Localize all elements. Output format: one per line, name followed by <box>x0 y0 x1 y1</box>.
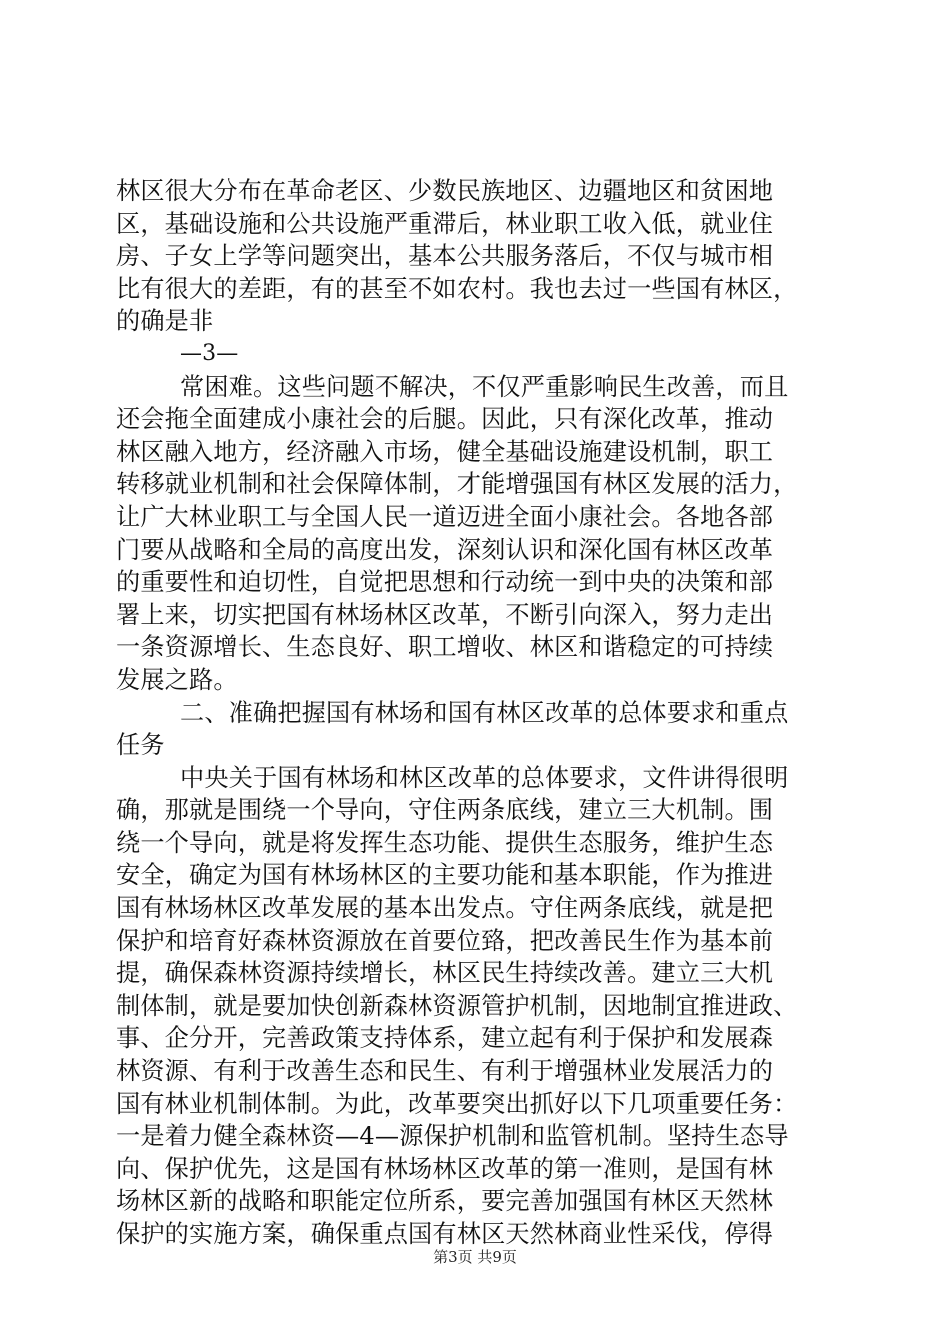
text-line: 房、子女上学等问题突出，基本公共服务落后，不仅与城市相 <box>116 242 774 271</box>
text-line: 署上来，切实把国有林场林区改革，不断引向深入，努力走出 <box>116 600 774 629</box>
text-line: 常困难。这些问题不解决，不仅严重影响民生改善，而且 <box>180 372 789 401</box>
inline-page-number: —3— <box>180 340 239 366</box>
text-line: 一是着力健全森林资—4—源保护机制和监管机制。坚持生态导 <box>116 1122 789 1151</box>
section-heading: 二、准确把握国有林场和国有林区改革的总体要求和重点 <box>180 698 789 727</box>
text-line: 场林区新的战略和职能定位所系，要完善加强国有林区天然林 <box>116 1187 774 1216</box>
text-line: 保护和培育好森林资源放在首要位臵，把改善民生作为基本前 <box>116 926 774 955</box>
text-line: 向、保护优先，这是国有林场林区改革的第一准则，是国有林 <box>116 1154 774 1183</box>
text-line: 提，确保森林资源持续增长，林区民生持续改善。建立三大机 <box>116 959 774 988</box>
text-line: 转移就业机制和社会保障体制，才能增强国有林区发展的活力， <box>116 470 798 499</box>
text-line: 绕一个导向，就是将发挥生态功能、提供生态服务，维护生态 <box>116 828 774 857</box>
text-line: 制体制，就是要加快创新森林资源管护机制，因地制宜推进政、 <box>116 991 798 1020</box>
text-line: 中央关于国有林场和林区改革的总体要求，文件讲得很明 <box>180 763 789 792</box>
page-footer: 第3页 共9页 <box>433 1248 517 1266</box>
text-line: 发展之路。 <box>116 665 238 694</box>
text-line: 林资源、有利于改善生态和民生、有利于增强林业发展活力的 <box>116 1057 774 1086</box>
text-line: 还会拖全面建成小康社会的后腿。因此，只有深化改革，推动 <box>116 405 774 434</box>
text-line: 让广大林业职工与全国人民一道迈进全面小康社会。各地各部 <box>116 502 774 531</box>
text-line: 区，基础设施和公共设施严重滞后，林业职工收入低，就业住 <box>116 209 774 238</box>
text-line: 国有林业机制体制。为此，改革要突出抓好以下几项重要任务： <box>116 1089 798 1118</box>
text-line: 事、企分开，完善政策支持体系，建立起有利于保护和发展森 <box>116 1024 774 1053</box>
section-heading-continued: 任务 <box>116 731 165 760</box>
text-line: 比有很大的差距，有的甚至不如农村。我也去过一些国有林区， <box>116 274 798 303</box>
document-body <box>116 175 844 1251</box>
text-line: 林区融入地方，经济融入市场，健全基础设施建设机制，职工 <box>116 437 774 466</box>
text-line: 安全，确定为国有林场林区的主要功能和基本职能，作为推进 <box>116 861 774 890</box>
text-line: 门要从战略和全局的高度出发，深刻认识和深化国有林区改革 <box>116 535 774 564</box>
text-line: 一条资源增长、生态良好、职工增收、林区和谐稳定的可持续 <box>116 633 774 662</box>
text-line: 国有林场林区改革发展的基本出发点。守住两条底线，就是把 <box>116 894 774 923</box>
text-line: 保护的实施方案，确保重点国有林区天然林商业性采伐，停得 <box>116 1220 774 1248</box>
text-line: 确，那就是围绕一个导向，守住两条底线，建立三大机制。围 <box>116 796 774 825</box>
text-line: 的确是非 <box>116 307 214 336</box>
text-line: 林区很大分布在革命老区、少数民族地区、边疆地区和贫困地 <box>116 177 774 205</box>
text-line: 的重要性和迫切性，自觉把思想和行动统一到中央的决策和部 <box>116 568 774 597</box>
